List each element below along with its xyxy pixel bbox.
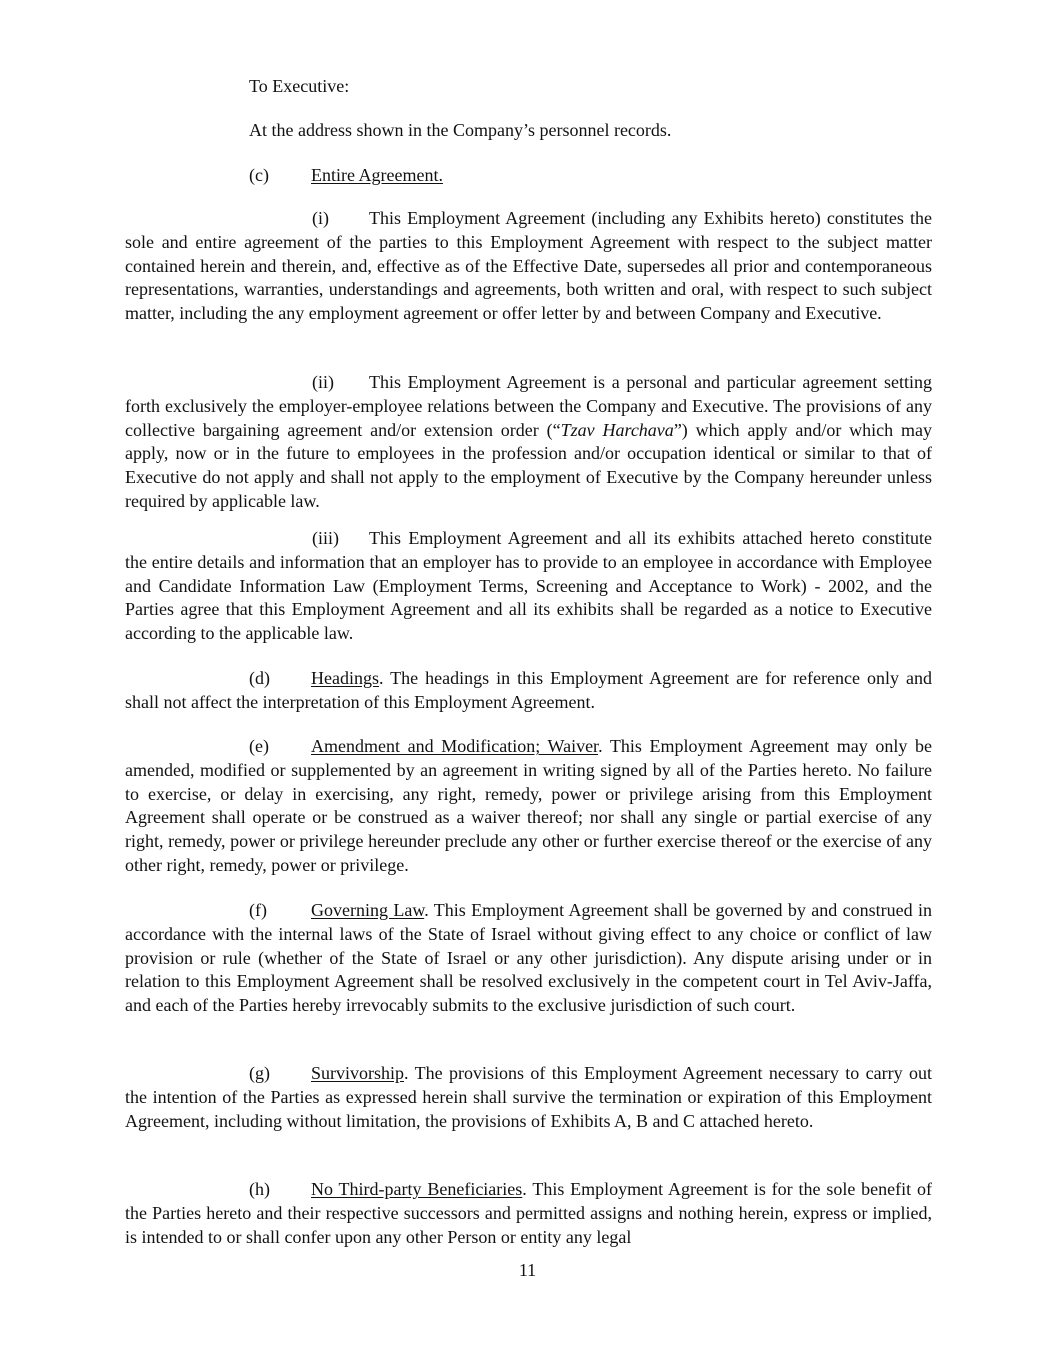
- section-c-number: (c): [249, 165, 269, 185]
- section-f-number: (f): [249, 900, 267, 920]
- section-f: [125, 899, 932, 1018]
- item-i-number: (i): [312, 208, 329, 228]
- item-ii-text-italic: Tzav Harchava: [560, 419, 674, 440]
- section-d-text: . The headings in this Employment Agreement are for reference only and shall not affect the interpretation of this Employment Agreement.: [125, 668, 932, 712]
- section-f-text: . This Employment Agreement shall be governed by and construed in accordance with the internal laws of the State of Israel without giving effect to any choice or conflict of law provision or rule (whether of the State of Israel or any other jurisdiction). Any dispute arising under or in relation to this Employment Agreement shall be resolved exclusively in the competent court in Tel Aviv-Jaffa, and each of the Parties hereby irrevocably submits to the exclusive jurisdiction of such court.: [125, 900, 932, 1015]
- section-h-number: (h): [249, 1179, 270, 1199]
- section-d: [125, 667, 932, 715]
- section-h-heading: No Third-party Beneficiaries: [311, 1179, 523, 1199]
- section-e-text: . This Employment Agreement may only be amended, modified or supplemented by an agreement in writing signed by all of the Parties hereto. No failure to exercise, or delay in exercising, any right, remedy, power or privilege arising from this Employment Agreement shall operate or be construed as a waiver thereof; nor shall any single or partial exercise of any right, remedy, power or privilege hereunder preclude any other or further exercise thereof or the exercise of any other right, remedy, power or privilege.: [125, 736, 932, 875]
- item-ii-number: (ii): [312, 372, 334, 392]
- section-c-item-iii: [125, 527, 932, 646]
- notice-to-label: To Executive:: [249, 76, 350, 96]
- section-g-text: . The provisions of this Employment Agreement necessary to carry out the intention of the Parties as expressed herein shall survive the termination or expiration of this Employment Agreement, including without limitation, the provisions of Exhibits A, B and C attached hereto.: [125, 1063, 932, 1131]
- section-e-heading: Amendment and Modification; Waiver: [311, 736, 599, 756]
- item-ii-text-after: ”) which apply and/or which may apply, now or in the future to employees in the profession and/or occupation identical or similar to that of Executive do not apply and shall not apply to the employment of Executive by the Company hereunder unless required by applicable law.: [125, 419, 933, 511]
- item-ii-text-before: This Employment Agreement is a personal and particular agreement setting forth exclusively the employer-employee relations between the Company and Executive. The provisions of any collective bargaining agreement and/or extension order (“: [125, 372, 932, 440]
- section-c-heading-line: [249, 163, 443, 187]
- section-h-text: . This Employment Agreement is for the sole benefit of the Parties hereto and their respective successors and permitted assigns and nothing herein, express or implied, is intended to or shall confer upon any other Person or entity any legal: [125, 1179, 932, 1247]
- item-i-text: This Employment Agreement (including any Exhibits hereto) constitutes the sole and entire agreement of the parties to this Employment Agreement with respect to the subject matter contained herein and therein, and, effective as of the Effective Date, supersedes all prior and contemporaneous representations, warranties, understandings and agreements, both written and oral, with respect to such subject matter, including the any employment agreement or offer letter by and between Company and Executive.: [125, 208, 932, 323]
- section-e-number: (e): [249, 736, 269, 756]
- item-iii-number: (iii): [312, 528, 339, 548]
- section-d-heading: Headings: [311, 668, 379, 688]
- section-g: [125, 1062, 932, 1133]
- section-d-number: (d): [249, 668, 270, 688]
- notice-address: At the address shown in the Company’s personnel records.: [249, 120, 672, 140]
- section-f-heading: Governing Law: [311, 900, 425, 920]
- section-c-item-ii: [125, 371, 932, 514]
- section-e: [125, 735, 932, 878]
- page-number: 11: [518, 1260, 537, 1280]
- section-c-item-i: [125, 207, 932, 326]
- section-g-number: (g): [249, 1063, 270, 1083]
- section-h: [125, 1178, 932, 1249]
- section-c-heading: Entire Agreement.: [311, 165, 443, 185]
- section-g-heading: Survivorship: [311, 1063, 405, 1083]
- item-iii-text: This Employment Agreement and all its exhibits attached hereto constitute the entire details and information that an employer has to provide to an employee in accordance with Employee and Candidate Information Law (Employment Terms, Screening and Acceptance to Work) - 2002, and the Parties agree that this Employment Agreement and all its exhibits shall be regarded as a notice to Executive according to the applicable law.: [125, 528, 932, 643]
